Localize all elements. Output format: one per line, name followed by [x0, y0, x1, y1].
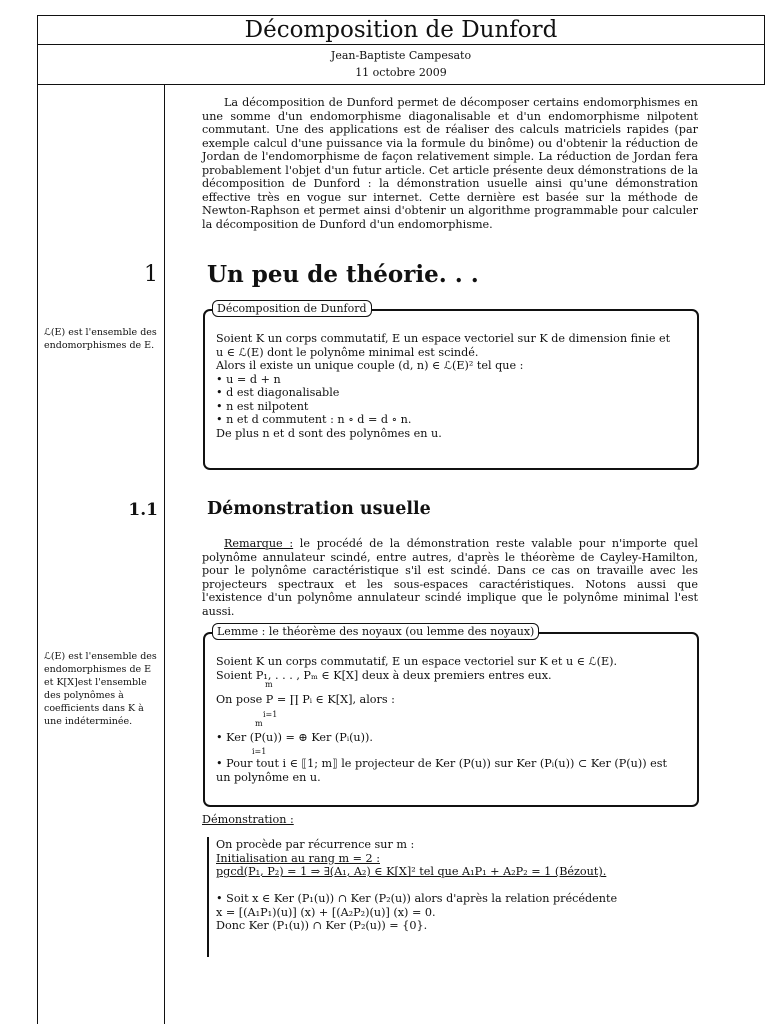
theorem-label: Décomposition de Dunford: [212, 300, 372, 317]
lemma-body-2: [216, 757, 690, 784]
proof-spacer: [216, 879, 696, 893]
margin-note-2: ℒ(E) est l'ensemble des endomorphismes de E et K[X]est l'ensemble des polynômes à coefficients dans K à une indéterminée.: [44, 651, 157, 727]
lemma-line: • Pour tout i ∈ ⟦1; m⟧ le projecteur de Ker (P(u)) sur Ker (Pᵢ(u)) ⊂ Ker (P(u)) est: [216, 757, 668, 770]
theorem-line: Soient K un corps commutatif, E un espace vectoriel sur K de dimension finie et: [216, 332, 671, 345]
product-lower-bound: i=1: [263, 710, 278, 719]
subsection-title: Démonstration usuelle: [207, 499, 431, 519]
remark-paragraph: [202, 537, 698, 618]
proof-line: • Soit x ∈ Ker (P₁(u)) ∩ Ker (P₂(u)) alors d'après la relation précédente: [216, 892, 618, 905]
proof-line: x = [(A₁P₁)(u)] (x) + [(A₂P₂)(u)] (x) = 0.: [216, 905, 436, 919]
author: Jean-Baptiste Campesato: [330, 49, 472, 62]
lemma-line: un polynôme en u.: [216, 770, 321, 784]
sum-upper-bound: m: [255, 719, 263, 728]
margin-column: [37, 85, 165, 1024]
proof-line: Initialisation au rang m = 2 :: [216, 851, 380, 865]
theorem-body: [216, 332, 690, 440]
remark-text: le procédé de la démonstration reste valable pour n'importe quel polynôme annulateur scindé, entre autres, d'après le théorème de Cayley-Hamilton, pour le polynôme caractéristique s'il est scindé. Dans ce cas on travaille avec les projecteurs spectraux et les sous-espaces caractéristiques. Notons aussi que l'existence d'un polynôme annulateur scindé implique que le polynôme minimal l'est aussi.: [202, 537, 699, 618]
title-block: [37, 15, 765, 85]
document-title: Décomposition de Dunford: [244, 17, 558, 43]
proof-body: [216, 838, 696, 933]
lemma-line: On pose P = ∏ Pᵢ ∈ K[X], alors :: [216, 693, 395, 706]
theorem-line: De plus n et d sont des polynômes en u.: [216, 426, 442, 440]
proof-line: On procède par récurrence sur m :: [216, 838, 415, 851]
remark-label: Remarque :: [224, 537, 294, 550]
sum-lower-bound: i=1: [252, 747, 267, 756]
product-upper-bound: m: [265, 680, 273, 689]
theorem-line: • n et d commutent : n ∘ d = d ∘ n.: [216, 413, 412, 426]
intro-paragraph: La décomposition de Dunford permet de décomposer certains endomorphismes en une somme d'un endomorphisme diagonalisable et d'un endomorphisme nilpotent commutant. Une des applications est de réaliser des calculs matriciels rapides (par exemple calcul d'une puissance via la formule du binôme) ou d'obtenir la réduction de Jordan de l'endomorphisme de façon relativement simple. La réduction de Jordan fera probablement l'objet d'un futur article. Cet article présente deux démonstrations de la décomposition de Dunford : la démonstration usuelle ainsi qu'une démonstration effective très en vogue sur internet. Cette dernière est basée sur la méthode de Newton-Raphson et permet ainsi d'obtenir un algorithme programmable pour calculer la décomposition de Dunford d'un endomorphisme.: [202, 96, 698, 231]
proof-label: Démonstration :: [202, 813, 294, 826]
theorem-line: Alors il existe un unique couple (d, n) ∈ ℒ(E)² tel que :: [216, 359, 524, 372]
lemma-line: Soient P₁, . . . , Pₘ ∈ K[X] deux à deux premiers entres eux.: [216, 668, 552, 682]
lemma-body: [216, 655, 690, 682]
proof-line: Donc Ker (P₁(u)) ∩ Ker (P₂(u)) = {0}.: [216, 919, 428, 932]
theorem-line: • n est nilpotent: [216, 399, 309, 413]
margin-note-1: ℒ(E) est l'ensemble des endomorphismes de E.: [44, 327, 157, 351]
theorem-line: • u = d + n: [216, 372, 281, 386]
lemma-line: • Ker (P(u)) = ⊕ Ker (Pᵢ(u)).: [216, 731, 373, 744]
lemma-label: Lemme : le théorème des noyaux (ou lemme des noyaux): [212, 623, 539, 640]
proof-bar: [207, 837, 209, 957]
subsection-number: 1.1: [128, 500, 158, 520]
theorem-line: u ∈ ℒ(E) dont le polynôme minimal est scindé.: [216, 345, 479, 359]
theorem-line: • d est diagonalisable: [216, 386, 340, 399]
date: 11 octobre 2009: [355, 66, 447, 79]
section-number: 1: [144, 262, 158, 287]
lemma-line: Soient K un corps commutatif, E un espace vectoriel sur K et u ∈ ℒ(E).: [216, 655, 618, 668]
proof-line: pgcd(P₁, P₂) = 1 ⇒ ∃(A₁, A₂) ∈ K[X]² tel que A₁P₁ + A₂P₂ = 1 (Bézout).: [216, 865, 607, 878]
section-title: Un peu de théorie. . .: [207, 261, 479, 288]
